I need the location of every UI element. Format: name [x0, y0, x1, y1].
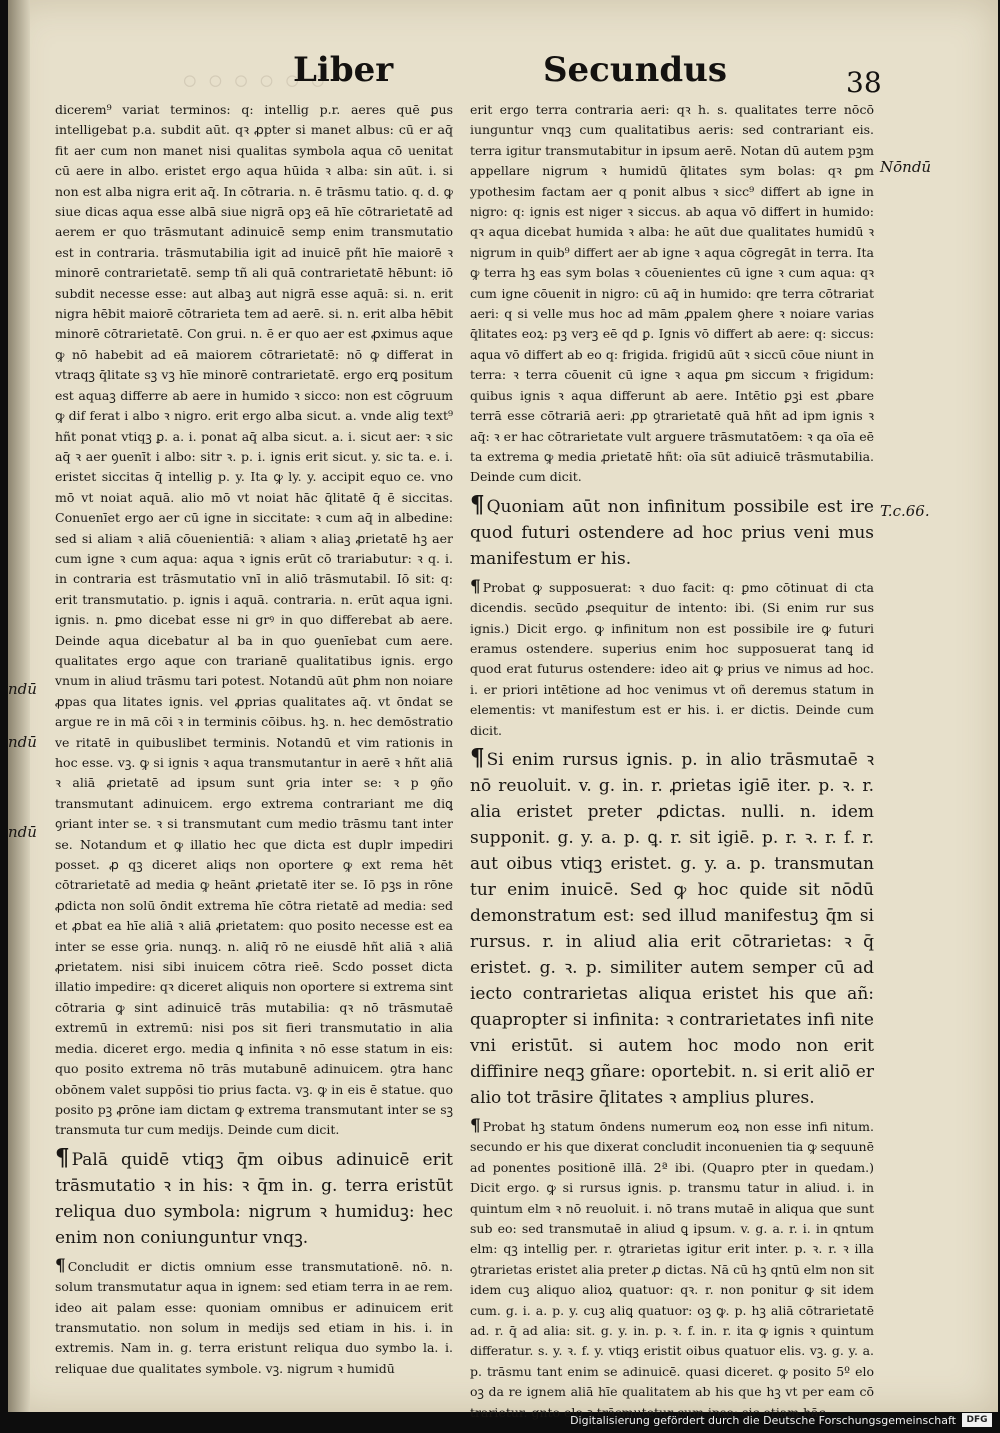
right-para-1: erit ergo terra contraria aeri: qꝛ h. s. qualitates terre nōcō iunguntur vnqꝫ cum qualitatibus aeris: sed contrariant eis. terra igitur transmutabitur in ipsum aerē. Notan dū autem pꝫm appellare nigrum ꝛ humidū q̄litates sym bolas: qꝛ ꝑm ypothesim factam aer q ponit albus ꝛ sicc⁹ differt ab igne in nigro: q: ignis est niger ꝛ siccus. ab aqua vō differt in humido: qꝛ aqua dicebat humida ꝛ alba: he aūt due qualitates humidū ꝛ nigrum in quib⁹ differt aer ab igne ꝛ aqua cōgregāt in terra. Ita ꝙ terra hꝫ eas sym bolas ꝛ cōuenientes cū igne ꝛ cum aqua: qꝛ cum igne cōuenit in nigro: cū aq̄ in humido: qre terra cōtrariat aeri: q si velle mus hoc ad mām ꝓpalem ꝯhere ꝛ noiare varias q̄litates eoꝝ: pꝫ verꝫ eē qd ꝑ. Ignis vō differt ab aere: q: siccus: aqua vō differt ab eo q: frigida. frigidū aūt ꝛ siccū cōue niunt in terra: ꝛ terra cōuenit cū igne ꝛ aqua ꝑm siccum ꝛ frigidum: quibus ignis ꝛ aqua differunt ab aere. Intētio ꝑꝫi est ꝓbare terrā esse cōtrariā aeri: ꝓp ꝯtrarietatē quā hñt ad ipm ignis ꝛ aq̄: ꝛ er hac cōtrarietate vult arguere trāsmutatōem: ꝛ qa oīa eē ta extrema ꝙ media ꝓrietatē hñt: oīa sūt adiuicē trāsmutabilia. Deinde cum dicit.: [470, 102, 874, 485]
left-para-2: [55, 1145, 453, 1251]
running-head-left: Liber: [293, 50, 394, 90]
margin-note-left-3: ndū: [8, 823, 37, 841]
right-para-5-text: Probat hꝫ statum ōndens numerum eoꝝ non esse infi nitum. secundo er his que dixerat concludit inconuenien tia ꝙ sequunē ad ponentes positionē illā. 2ª ibi. (Quapro pter in quedam.) Dicit ergo. ꝙ si rursus ignis. p. transmu tatur in aliud. i. in quintum elm ꝛ nō reuoluit. i. nō trans mutaē in aliqua que sunt sub eo: sed transmutaē in aliud ꝗ ipsum. v. g. a. r. i. in qntum elm: qꝫ intellig per. r. ꝯtrarietas igitur erit inter. p. ꝛ. r. ꝛ illa ꝯtrarietas eristet alia preter ꝓ dictas. Nā cū hꝫ qntū elm non sit idem cuꝫ aliquo alioꝝ quatuor: qꝛ. r. non ponitur ꝙ sit idem cum. g. i. a. p. y. cuꝫ aliꝗ quatuor: oꝫ ꝙ. p. hꝫ aliā cōtrarietatē ad. r. q̄ ad alia: sit. g. y. in. p. ꝛ. f. in. r. ita ꝙ ignis ꝛ quintum differatur. s. y. ꝛ. f. y. vtiqꝫ eristit oibus quatuor elis. vꝫ. g. y. a. p. trāsmu tant enim se adinuicē. quasi diceret. ꝙ posito 5º elo oꝫ da re ignem aliā hīe qualitatem ab his que hꝫ vt per eam cō trarietur. gnto elo ꝛ trāsmutetur cum ipso: sic etiam hāc: [470, 1118, 874, 1420]
left-para-1: dicerem⁹ variat terminos: q: intellig p.r. aeres quē ꝑus intelligebat p.a. subdit aūt. qꝛ ꝓpter si manet albus: cū er aq̄ fit aer cum non manet nisi qualitas symbola aqua cō uenitat cū aere in albo. eristet ergo aqua hūida ꝛ alba: sin aūt. i. si non est alba nigra erit aq̄. In cōtraria. n. ē trāsmu tatio. q. d. ꝙ siue dicas aqua esse albā siue nigrā opꝫ eā hīe cōtrarietatē ad aerem er quo trāsmutant adinuicē semp enim transmutatio est in contraria. trāsmutabilia igit ad inuicē pñt hīe maiorē ꝛ minorē contrarietatē. semp tñ ali quā contrarietatē hēbunt: iō subdit necesse esse: aut albaꝫ aut nigrā esse aquā: si. n. erit nigra hēbit maiorē cōtrarieta tem ad aerē. si. n. erit alba hēbit minorē cōtrarietatē. Con grui. n. ē er quo aer est ꝓximus aque ꝙ nō habebit ad eā maiorem cōtrarietatē: nō ꝙ differat in vtraqꝫ q̄litate sꝫ vꝫ hīe minorē contrarietatē. ergo erꝗ positum est aquaꝫ differre ab aere in humido ꝛ sicco: non est cōgruum ꝙ dif ferat i albo ꝛ nigro. erit ergo alba sicut. a. vnde alig text⁹ hñt ponat vtiqꝫ ꝑ. a. i. ponat aq̄ alba sicut. a. i. sicut aer: ꝛ sic aq̄ ꝛ aer ꝯuenīt i albo: sitr ꝛ. p. i. ignis erit sicut. y. sic ta. e. i. eristet siccitas q̄ intellig p. y. Ita ꝙ ly. y. accipit equo ce. vno mō vt noiat aquā. alio mō vt noiat hāc q̄litatē q̄ ē siccitas. Conuenīet ergo aer cū igne in siccitate: ꝛ cum aq̄ in albedine: sed si aliam ꝛ aliā cōuenientiā: ꝛ aliam ꝛ aliaꝫ ꝓrietatē hꝫ aer cum igne ꝛ cum aqua: aqua ꝛ ignis erūt cō trariabutur: ꝛ q. i. in contraria est trāsmutatio vnī in aliō trāsmutabil. Iō sit: q: erit transmutatio. p. ignis i aquā. contraria. n. erūt aqua igni. ignis. n. ꝑmo dicebat esse ni grꝰ in quo differebat ab aere. Deinde aqua dicebatur al ba in quo ꝯuenīebat cum aere. qualitates ergo aque con trarianē qualitatibus ignis. ergo vnum in aliud trāsmu tari potest. Notandū aūt ꝑhm non noiare ꝓpas qua litates ignis. vel ꝓprias qualitates aq̄. vt ōndat se argue re in mā cōi ꝛ in terminis cōibus. hꝫ. n. hec demōstratio ve ritatē in quibuslibet terminis. Notandū et vim rationis in hoc esse. vꝫ. ꝙ si ignis ꝛ aqua transmutantur in aerē ꝛ hñt aliā ꝛ aliā ꝓrietatē ad ipsum sunt ꝯria inter se: ꝛ p ꝯño transmutant adinuicem. ergo extrema contrariant me diꝗ ꝯriant inter se. ꝛ si transmutant cum medio trāsmu tant inter se. Notandum et ꝙ illatio hec que dicta est duplr impediri posset. ꝓ qꝫ diceret aliqs non oportere ꝙ ext rema hēt cōtrarietatē ad media ꝙ heānt ꝓrietatē iter se. Iō pꝫs in rōne ꝓdicta non solū ōndit extrema hīe cōtra rietatē ad media: sed et ꝓbat ea hīe aliā ꝛ aliā ꝓrietatem: quo posito necesse est ea inter se esse ꝯria. nunqꝫ. n. aliq̄ rō ne eiusdē hñt aliā ꝛ aliā ꝓrietatem. nisi sibi inuicem cōtra rieē. Scdo posset dicta illatio impedire: qꝛ diceret aliquis non oportere si extrema sint cōtraria ꝙ sint adinuicē trās mutabilia: qꝛ nō trāsmutaē extremū in extremū: nisi pos sit fieri transmutatio in alia media. diceret ergo. media ꝗ infinita ꝛ nō esse statum in eis: quo posito extrema nō trās mutabunē adinuicem. ꝯtra hanc obōnem valet suppōsi tio prius facta. vꝫ. ꝙ in eis ē statue. quo posito pꝫ ꝓrōne iam dictam ꝙ extrema transmutant inter se sꝫ transmuta tur cum medijs. Deinde cum dicit.: [55, 102, 453, 1138]
margin-note-right-2: T.c.66.: [880, 502, 930, 520]
pilcrow-mark: ¶: [55, 1254, 66, 1275]
pilcrow-mark: ¶: [470, 575, 481, 596]
right-para-5: [470, 1115, 874, 1423]
left-para-3: [55, 1255, 453, 1379]
margin-note-right-1: Nōndū: [880, 158, 932, 176]
right-para-2-text: Quoniam aūt non infinitum possibile est ire quod futuri ostendere ad hoc prius veni mus manifestum er his.: [470, 496, 874, 569]
right-para-3: [470, 576, 874, 741]
margin-note-left-1: ndū: [8, 680, 37, 698]
folio-number: 38: [846, 66, 882, 99]
right-para-3-text: Probat ꝙ supposuerat: ꝛ duo facit: q: ꝑmo cōtinuat di cta dicendis. secūdo ꝓsequitur de intento: ibi. (Si enim rur sus ignis.) Dicit ergo. ꝙ infinitum non est possibile ire ꝙ futuri eramus ostendere. superius enim hoc supposuerat tanꝗ id quod erat futurus ostendere: ideo ait ꝙ prius ve nimus ad hoc. i. er priori intētione ad hoc venimus vt oñ deremus statum in elementis: vt manifestum est er his. i. er dictis. Deinde cum dicit.: [470, 579, 874, 738]
footer-credit-text: Digitalisierung gefördert durch die Deutsche Forschungsgemeinschaft: [570, 1414, 956, 1427]
margin-note-left-2: ndū: [8, 733, 37, 751]
right-para-2: [470, 492, 874, 572]
bleed-through: ◦◦◦◦◦◦: [178, 60, 332, 106]
pilcrow-mark: ¶: [55, 1143, 70, 1171]
left-para-2-text: Palā quidē vtiqꝫ q̄m oibus adinuicē erit trāsmutatio ꝛ in his: ꝛ q̄m in. g. terra eristūt reliqua duo symbola: nigrum ꝛ humiduꝫ: hec enim non coniunguntur vnqꝫ.: [55, 1149, 453, 1248]
left-column: [55, 100, 453, 1379]
right-para-4: [470, 745, 874, 1111]
pilcrow-mark: ¶: [470, 1114, 481, 1135]
dfg-logo: DFG: [962, 1413, 992, 1427]
digitization-footer: [0, 1411, 1000, 1431]
left-para-3-text: Concludit er dictis omnium esse transmutationē. nō. n. solum transmutatur aqua in ignem: sed etiam terra in ae rem. ideo ait palam esse: quoniam omnibus er adinuicem erit transmutatio. non solum in medijs sed etiam in his. i. in extremis. Nam in. g. terra eristunt reliqua duo symbo la. i. reliquae due qualitates symbole. vꝫ. nigrum ꝛ humidū: [55, 1258, 453, 1376]
right-para-4-text: Si enim rursus ignis. p. in alio trāsmutaē ꝛ nō reuoluit. v. g. in. r. ꝓrietas igiē iter. p. ꝛ. r. alia eristet preter ꝓdictas. nulli. n. idem supponit. g. y. a. p. ꝗ. r. sit igiē. p. r. ꝛ. r. f. r. aut oibus vtiqꝫ eristet. g. y. a. p. transmutan tur enim inuicē. Sed ꝙ hoc quide sit nōdū demonstratum est: sed illud manifestuꝫ q̄m si rursus. r. in aliud alia erit cōtrarietas: ꝛ q̄ eristet. g. ꝛ. p. similiter autem semper cū ad iecto contrarietas aliqua eristet his que añ: quapropter si infinita: ꝛ contrarietates infi nite vni eristūt. si autem hoc modo non erit diffinire neqꝫ gñare: oportebit. n. si erit aliō er alio tot trāsire q̄litates ꝛ amplius plures.: [470, 749, 874, 1108]
running-head-right: Secundus: [543, 50, 727, 90]
page-gutter-shadow: [8, 0, 30, 1412]
pilcrow-mark: ¶: [470, 743, 485, 771]
pilcrow-mark: ¶: [470, 490, 485, 518]
right-column: [470, 100, 874, 1423]
